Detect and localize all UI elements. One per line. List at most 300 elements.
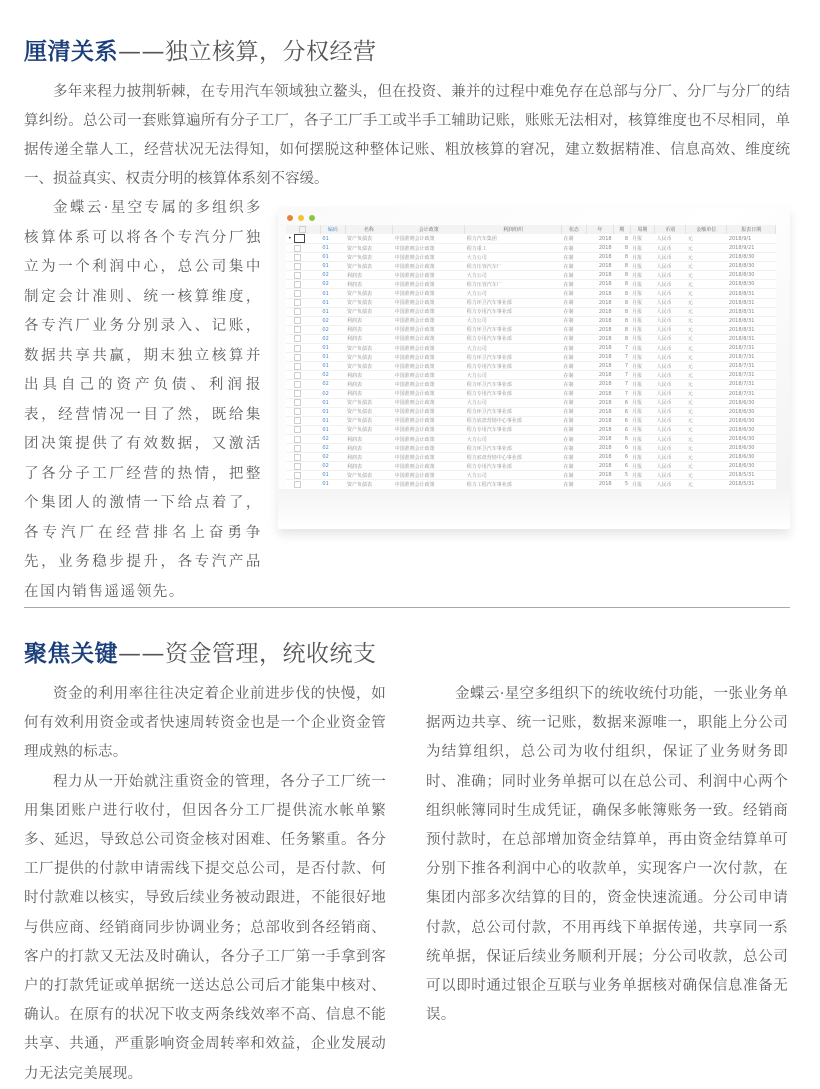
cell-year: 2018 — [586, 471, 613, 480]
cell-name: 资产负债表 — [345, 480, 393, 489]
cell-unit: 元 — [686, 325, 727, 334]
cell-period: 8 — [614, 316, 630, 325]
column-header[interactable]: 周期 — [630, 225, 655, 234]
row-select-cell[interactable] — [286, 407, 320, 416]
cell-cycle: 月报 — [630, 371, 655, 380]
cell-status: 在制 — [562, 362, 587, 371]
cell-period: 7 — [614, 371, 630, 380]
cell-currency: 人民币 — [655, 380, 686, 389]
cell-org: 大力公司 — [465, 316, 562, 325]
table-row[interactable] — [286, 344, 776, 353]
cell-name: 利润表 — [345, 389, 393, 398]
cell-cycle: 月报 — [630, 325, 655, 334]
table-row[interactable] — [286, 307, 776, 316]
cell-date: 2018/8/31 — [727, 307, 776, 316]
table-row[interactable] — [286, 462, 776, 471]
row-select-cell[interactable] — [286, 234, 320, 244]
cell-period: 6 — [614, 444, 630, 453]
cell-cycle: 月报 — [630, 389, 655, 398]
cell-code[interactable]: 01 — [320, 425, 345, 434]
cell-status: 在制 — [562, 316, 587, 325]
cell-year: 2018 — [586, 444, 613, 453]
row-select-cell[interactable] — [286, 389, 320, 398]
cell-code[interactable]: 02 — [320, 434, 345, 443]
cell-status: 在制 — [562, 289, 587, 298]
table-row[interactable] — [286, 425, 776, 434]
cell-status: 在制 — [562, 380, 587, 389]
cell-period: 8 — [614, 280, 630, 289]
cell-policy: 中国准则会计政策 — [393, 434, 465, 443]
row-select-cell[interactable] — [286, 471, 320, 480]
row-select-cell[interactable] — [286, 444, 320, 453]
cell-cycle: 月报 — [630, 480, 655, 489]
table-row[interactable] — [286, 325, 776, 334]
cell-code[interactable]: 01 — [320, 244, 345, 253]
row-select-cell[interactable] — [286, 434, 320, 443]
cell-org: 程力环卫汽车事业部 — [465, 444, 562, 453]
cell-name: 利润表 — [345, 371, 393, 380]
column-header[interactable]: 状态 — [562, 225, 587, 234]
row-checkbox[interactable] — [294, 335, 301, 342]
row-checkbox[interactable] — [294, 399, 301, 406]
cell-code[interactable]: 01 — [320, 398, 345, 407]
row-select-cell[interactable] — [286, 344, 320, 353]
cell-name: 利润表 — [345, 280, 393, 289]
cell-policy: 中国准则会计政策 — [393, 444, 465, 453]
row-checkbox[interactable] — [294, 263, 301, 270]
cell-year: 2018 — [586, 244, 613, 253]
table-row[interactable] — [286, 416, 776, 425]
row-select-cell[interactable] — [286, 425, 320, 434]
row-select-cell[interactable] — [286, 325, 320, 334]
cell-period: 8 — [614, 307, 630, 316]
table-row[interactable] — [286, 471, 776, 480]
cell-policy: 中国准则会计政策 — [393, 462, 465, 471]
table-row[interactable] — [286, 389, 776, 398]
cell-status: 在制 — [562, 371, 587, 380]
cell-org: 大力公司 — [465, 371, 562, 380]
table-row[interactable] — [286, 244, 776, 253]
row-checkbox[interactable] — [294, 299, 301, 306]
cell-code[interactable]: 02 — [320, 316, 345, 325]
cell-name: 资产负债表 — [345, 344, 393, 353]
cell-cycle: 月报 — [630, 289, 655, 298]
cell-cycle: 月报 — [630, 262, 655, 271]
row-select-cell[interactable] — [286, 416, 320, 425]
cell-status: 在制 — [562, 344, 587, 353]
cell-date: 2018/8/30 — [727, 271, 776, 280]
cell-status: 在制 — [562, 480, 587, 489]
section2-left-column — [24, 680, 386, 1089]
cell-policy: 中国准则会计政策 — [393, 271, 465, 280]
cell-org: 程力专用汽车事业部 — [465, 425, 562, 434]
table-row[interactable] — [286, 453, 776, 462]
cell-year: 2018 — [586, 353, 613, 362]
cell-policy: 中国准则会计政策 — [393, 416, 465, 425]
cell-unit: 元 — [686, 298, 727, 307]
cell-code[interactable]: 02 — [320, 371, 345, 380]
row-checkbox[interactable] — [294, 381, 301, 388]
select-all-checkbox[interactable] — [299, 226, 306, 233]
cell-date: 2018/8/30 — [727, 253, 776, 262]
cell-date: 2018/8/31 — [727, 334, 776, 343]
cell-name: 利润表 — [345, 380, 393, 389]
cell-year: 2018 — [586, 425, 613, 434]
row-checkbox[interactable] — [294, 426, 301, 433]
section2-right-column — [426, 680, 788, 1030]
cell-year: 2018 — [586, 334, 613, 343]
cell-cycle: 月报 — [630, 434, 655, 443]
cell-unit: 元 — [686, 407, 727, 416]
window-close-dot — [287, 215, 293, 221]
row-checkbox[interactable] — [294, 481, 301, 488]
cell-org: 程力压容汽车厂 — [465, 262, 562, 271]
cell-policy: 中国准则会计政策 — [393, 371, 465, 380]
column-header[interactable]: 金额单位 — [686, 225, 727, 234]
cell-code[interactable]: 01 — [320, 253, 345, 262]
cell-code[interactable]: 01 — [320, 407, 345, 416]
row-select-cell[interactable] — [286, 253, 320, 262]
table-row[interactable] — [286, 362, 776, 371]
row-select-cell[interactable] — [286, 280, 320, 289]
cell-currency: 人民币 — [655, 480, 686, 489]
row-checkbox[interactable] — [294, 317, 301, 324]
row-checkbox[interactable] — [294, 254, 301, 261]
cell-cycle: 月报 — [630, 307, 655, 316]
cell-unit: 元 — [686, 307, 727, 316]
cell-org: 程力环卫汽车事业部 — [465, 380, 562, 389]
cell-period: 6 — [614, 453, 630, 462]
section1-side-text — [24, 194, 262, 607]
cell-policy: 中国准则会计政策 — [393, 453, 465, 462]
cell-code[interactable]: 01 — [320, 262, 345, 271]
row-checkbox[interactable] — [294, 272, 301, 279]
cell-year: 2018 — [586, 289, 613, 298]
cell-status: 在制 — [562, 280, 587, 289]
cell-date: 2018/7/31 — [727, 380, 776, 389]
cell-year: 2018 — [586, 389, 613, 398]
cell-unit: 元 — [686, 271, 727, 280]
row-checkbox[interactable] — [294, 345, 301, 352]
cell-policy: 中国准则会计政策 — [393, 244, 465, 253]
cell-date: 2018/8/30 — [727, 262, 776, 271]
cell-date: 2018/6/30 — [727, 462, 776, 471]
cell-status: 在制 — [562, 244, 587, 253]
cell-period: 6 — [614, 434, 630, 443]
cell-org: 程力专用汽车事业部 — [465, 389, 562, 398]
table-row[interactable] — [286, 434, 776, 443]
cell-code[interactable]: 01 — [320, 471, 345, 480]
column-header[interactable]: 利润组织 — [465, 225, 562, 234]
cell-unit: 元 — [686, 362, 727, 371]
row-checkbox[interactable] — [294, 326, 301, 333]
cell-code[interactable]: 02 — [320, 280, 345, 289]
row-select-cell[interactable] — [286, 334, 320, 343]
row-select-cell[interactable] — [286, 380, 320, 389]
window-minimize-dot — [298, 215, 304, 221]
cell-code[interactable]: 01 — [320, 307, 345, 316]
cell-currency: 人民币 — [655, 389, 686, 398]
column-header[interactable]: 年 — [586, 225, 613, 234]
table-row[interactable] — [286, 334, 776, 343]
cell-year: 2018 — [586, 344, 613, 353]
section-divider — [24, 607, 790, 608]
report-list-table — [286, 225, 776, 508]
cell-code[interactable]: 02 — [320, 325, 345, 334]
cell-period: 8 — [614, 262, 630, 271]
cell-name: 利润表 — [345, 271, 393, 280]
row-checkbox[interactable] — [294, 290, 301, 297]
column-header[interactable]: 币别 — [655, 225, 686, 234]
cell-code[interactable]: 02 — [320, 389, 345, 398]
cell-date: 2018/8/31 — [727, 298, 776, 307]
cell-unit: 元 — [686, 425, 727, 434]
section1-intro-text: 多年来程力披荆斩棘，在专用汽车领域独立鳌头，但在投资、兼并的过程中难免存在总部与分厂、分厂与分厂的结算纠纷。总公司一套账算遍所有分子工厂，各子工厂手工或半手工辅助记账，账账无法相对，核算维度也不尽相同，单据传递全靠人工，经营状况无法得知，如何摆脱这种整体记账、粗放核算的窘况，建立数据精准、信息高效、维度统一、损益真实、权责分明的核算体系刻不容缓。 — [24, 84, 790, 187]
cell-year: 2018 — [586, 362, 613, 371]
table-row[interactable] — [286, 407, 776, 416]
row-checkbox[interactable] — [294, 354, 301, 361]
row-checkbox[interactable] — [294, 463, 301, 470]
cell-policy: 中国准则会计政策 — [393, 407, 465, 416]
row-checkbox[interactable] — [294, 245, 301, 252]
table-row[interactable] — [286, 371, 776, 380]
cell-cycle: 月报 — [630, 280, 655, 289]
row-checkbox[interactable] — [294, 390, 301, 397]
column-header[interactable]: 期 — [614, 225, 630, 234]
cell-name: 利润表 — [345, 334, 393, 343]
cell-name: 资产负债表 — [345, 416, 393, 425]
column-header[interactable]: 编码 — [320, 225, 345, 234]
cell-date: 2018/6/30 — [727, 416, 776, 425]
cell-name: 资产负债表 — [345, 398, 393, 407]
column-header[interactable]: 名称 — [345, 225, 393, 234]
row-select-cell[interactable] — [286, 453, 320, 462]
cell-cycle: 月报 — [630, 380, 655, 389]
cell-currency: 人民币 — [655, 298, 686, 307]
row-select-cell[interactable] — [286, 244, 320, 253]
row-select-cell[interactable] — [286, 307, 320, 316]
cell-unit: 元 — [686, 444, 727, 453]
cell-name: 资产负债表 — [345, 407, 393, 416]
cell-org: 程力工程汽车事业部 — [465, 480, 562, 489]
cell-period: 8 — [614, 289, 630, 298]
row-checkbox[interactable] — [294, 436, 301, 443]
cell-code[interactable]: 01 — [320, 234, 345, 244]
cell-unit: 元 — [686, 371, 727, 380]
cell-code[interactable]: 02 — [320, 271, 345, 280]
table-row[interactable] — [286, 480, 776, 489]
cell-currency: 人民币 — [655, 353, 686, 362]
row-select-cell[interactable] — [286, 353, 320, 362]
cell-year: 2018 — [586, 462, 613, 471]
cell-code[interactable]: 01 — [320, 289, 345, 298]
cell-status: 在制 — [562, 307, 587, 316]
cell-org: 程力底盘营销中心事业部 — [465, 453, 562, 462]
cell-status: 在制 — [562, 416, 587, 425]
row-select-cell[interactable] — [286, 289, 320, 298]
column-header[interactable]: 会计政策 — [393, 225, 465, 234]
row-checkbox[interactable] — [294, 454, 301, 461]
cell-org: 大力公司 — [465, 434, 562, 443]
cell-org: 程力环卫汽车事业部 — [465, 298, 562, 307]
cell-name: 资产负债表 — [345, 471, 393, 480]
row-checkbox[interactable] — [294, 234, 305, 243]
section2-title — [24, 638, 377, 670]
cell-cycle: 月报 — [630, 316, 655, 325]
row-select-cell[interactable] — [286, 298, 320, 307]
cell-unit: 元 — [686, 244, 727, 253]
table-row[interactable] — [286, 298, 776, 307]
cell-status: 在制 — [562, 298, 587, 307]
cell-cycle: 月报 — [630, 253, 655, 262]
row-checkbox[interactable] — [294, 472, 301, 479]
cell-period: 7 — [614, 362, 630, 371]
cell-unit: 元 — [686, 471, 727, 480]
cell-year: 2018 — [586, 307, 613, 316]
cell-period: 5 — [614, 471, 630, 480]
table-row[interactable] — [286, 398, 776, 407]
cell-org: 程力压容汽车厂 — [465, 280, 562, 289]
cell-code[interactable]: 02 — [320, 334, 345, 343]
cell-period: 8 — [614, 298, 630, 307]
cell-name: 资产负债表 — [345, 244, 393, 253]
table-row[interactable] — [286, 353, 776, 362]
cell-currency: 人民币 — [655, 407, 686, 416]
cell-org: 程力环卫汽车事业部 — [465, 353, 562, 362]
row-indicator: • — [288, 235, 292, 242]
cell-year: 2018 — [586, 416, 613, 425]
cell-status: 在制 — [562, 407, 587, 416]
cell-org: 程力专用汽车事业部 — [465, 307, 562, 316]
cell-cycle: 月报 — [630, 425, 655, 434]
row-checkbox[interactable] — [294, 281, 301, 288]
row-select-cell[interactable] — [286, 371, 320, 380]
cell-date: 2018/9/1 — [727, 234, 776, 244]
cell-code[interactable]: 01 — [320, 298, 345, 307]
cell-status: 在制 — [562, 271, 587, 280]
cell-currency: 人民币 — [655, 253, 686, 262]
cell-date: 2018/6/30 — [727, 444, 776, 453]
cell-policy: 中国准则会计政策 — [393, 316, 465, 325]
row-checkbox[interactable] — [294, 308, 301, 315]
cell-date: 2018/6/30 — [727, 398, 776, 407]
cell-unit: 元 — [686, 289, 727, 298]
cell-status: 在制 — [562, 453, 587, 462]
cell-code[interactable]: 01 — [320, 353, 345, 362]
column-header[interactable]: 报表日期 — [727, 225, 776, 234]
cell-name: 利润表 — [345, 453, 393, 462]
cell-name: 资产负债表 — [345, 234, 393, 244]
cell-unit: 元 — [686, 389, 727, 398]
row-select-cell[interactable] — [286, 362, 320, 371]
cell-unit: 元 — [686, 398, 727, 407]
cell-code[interactable]: 01 — [320, 480, 345, 489]
row-checkbox[interactable] — [294, 417, 301, 424]
cell-unit: 元 — [686, 234, 727, 244]
cell-name: 资产负债表 — [345, 298, 393, 307]
table-row[interactable] — [286, 262, 776, 271]
row-select-cell[interactable] — [286, 398, 320, 407]
cell-currency: 人民币 — [655, 344, 686, 353]
table-row[interactable] — [286, 444, 776, 453]
cell-status: 在制 — [562, 234, 587, 244]
section2-right-paragraph: 金蝶云·星空多组织下的统收统付功能，一张业务单据两边共享、统一记账，数据来源唯一，职能上分公司为结算组织，总公司为收付组织，保证了业务财务即时、准确；同时业务单据可以在总公司、利润中心两个组织帐簿同时生成凭证，确保多帐簿账务一致。经销商预付款时，在总部增加资金结算单，再由资金结算单可分别下推各利润中心的收款单，实现客户一次付款，在集团内部多次结算的目的，资金快速流通。分公司申请付款，总公司付款，不用再线下单据传递，共享同一系统单据，保证后续业务顺利开展；分公司收款，总公司可以即时通过银企互联与业务单据核对确保信息准备无误。 — [426, 686, 788, 1024]
cell-period: 8 — [614, 334, 630, 343]
cell-date: 2018/6/30 — [727, 434, 776, 443]
cell-currency: 人民币 — [655, 334, 686, 343]
cell-code[interactable]: 01 — [320, 362, 345, 371]
cell-date: 2018/7/31 — [727, 353, 776, 362]
cell-policy: 中国准则会计政策 — [393, 471, 465, 480]
cell-date: 2018/9/21 — [727, 244, 776, 253]
table-row[interactable] — [286, 280, 776, 289]
cell-date: 2018/6/30 — [727, 425, 776, 434]
cell-period: 6 — [614, 416, 630, 425]
cell-currency: 人民币 — [655, 462, 686, 471]
table-body — [286, 234, 776, 507]
row-select-cell[interactable] — [286, 271, 320, 280]
table-row[interactable] — [286, 380, 776, 389]
row-select-cell[interactable] — [286, 262, 320, 271]
row-select-cell[interactable] — [286, 316, 320, 325]
row-checkbox[interactable] — [294, 445, 301, 452]
cell-name: 利润表 — [345, 325, 393, 334]
cell-date: 2018/7/31 — [727, 389, 776, 398]
select-all-header[interactable] — [286, 225, 320, 234]
cell-currency: 人民币 — [655, 471, 686, 480]
cell-policy: 中国准则会计政策 — [393, 289, 465, 298]
section1-title — [24, 36, 377, 68]
row-select-cell[interactable] — [286, 480, 320, 489]
table-row[interactable] — [286, 289, 776, 298]
cell-policy: 中国准则会计政策 — [393, 380, 465, 389]
cell-policy: 中国准则会计政策 — [393, 334, 465, 343]
cell-code[interactable]: 02 — [320, 380, 345, 389]
row-checkbox[interactable] — [294, 372, 301, 379]
cell-date: 2018/8/31 — [727, 289, 776, 298]
table-row[interactable] — [286, 253, 776, 262]
cell-org: 程力汽车集团 — [465, 234, 562, 244]
cell-period: 7 — [614, 389, 630, 398]
cell-code[interactable]: 01 — [320, 344, 345, 353]
cell-unit: 元 — [686, 344, 727, 353]
cell-policy: 中国准则会计政策 — [393, 389, 465, 398]
cell-date: 2018/7/31 — [727, 362, 776, 371]
cell-code[interactable]: 02 — [320, 462, 345, 471]
cell-cycle: 月报 — [630, 344, 655, 353]
table-row[interactable] — [286, 271, 776, 280]
cell-unit: 元 — [686, 280, 727, 289]
cell-code[interactable]: 01 — [320, 416, 345, 425]
cell-currency: 人民币 — [655, 371, 686, 380]
table-row[interactable] — [286, 316, 776, 325]
cell-code[interactable]: 02 — [320, 453, 345, 462]
cell-year: 2018 — [586, 262, 613, 271]
cell-currency: 人民币 — [655, 444, 686, 453]
row-checkbox[interactable] — [294, 363, 301, 370]
row-checkbox[interactable] — [294, 408, 301, 415]
cell-currency: 人民币 — [655, 234, 686, 244]
cell-unit: 元 — [686, 434, 727, 443]
cell-name: 资产负债表 — [345, 362, 393, 371]
cell-period: 5 — [614, 480, 630, 489]
cell-code[interactable]: 02 — [320, 444, 345, 453]
cell-year: 2018 — [586, 234, 613, 244]
cell-name: 利润表 — [345, 316, 393, 325]
row-select-cell[interactable] — [286, 462, 320, 471]
table-row[interactable] — [286, 234, 776, 244]
cell-year: 2018 — [586, 371, 613, 380]
